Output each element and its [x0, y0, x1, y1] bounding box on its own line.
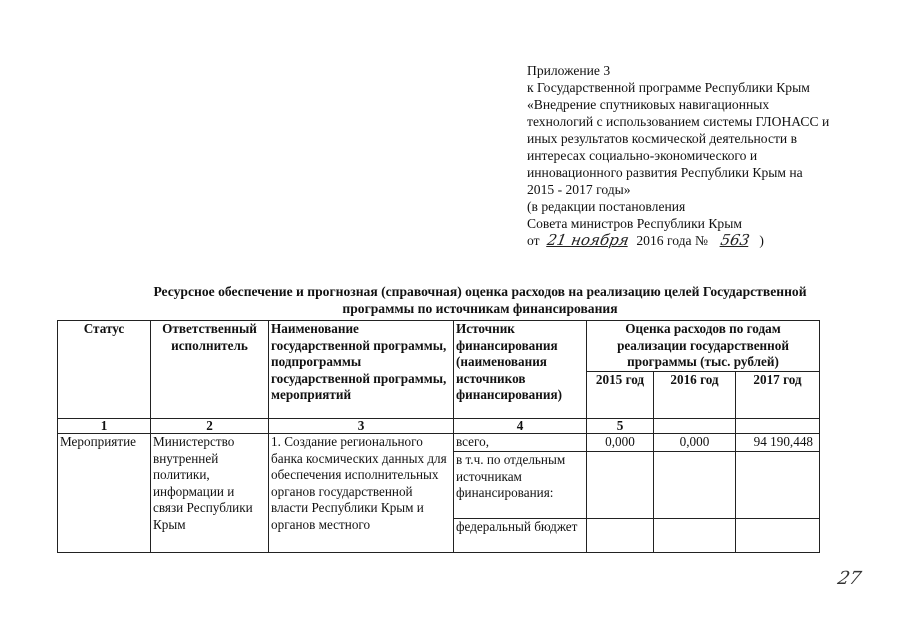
column-number: 1 — [58, 419, 151, 434]
value-2015 — [587, 452, 654, 519]
appendix-line: инновационного развития Республики Крым на — [527, 165, 803, 180]
table-row — [58, 434, 820, 452]
row-executor: Министерство внутренней политики, информации и связи Республики Крым — [151, 434, 269, 553]
handwritten-decree-number: 563 — [719, 231, 752, 249]
header-funding-source: Источник финансирования (наименования источников финансирования) — [454, 321, 587, 419]
row-program-name: 1. Создание регионального банка космических данных для обеспечения исполнительных органов государственной власти Республики Крым и органов местного — [269, 434, 454, 553]
document-title — [100, 283, 860, 317]
header-year-2015: 2015 год — [587, 372, 654, 419]
resource-table — [57, 320, 820, 553]
column-number-row — [58, 419, 820, 434]
appendix-line: Совета министров Республики Крым — [527, 216, 742, 231]
header-row — [58, 321, 820, 372]
header-status: Статус — [58, 321, 151, 419]
appendix-line: 2015 - 2017 годы» — [527, 182, 631, 197]
header-executor: Ответственный исполнитель — [151, 321, 269, 419]
column-number: 4 — [454, 419, 587, 434]
column-number: 5 — [587, 419, 654, 434]
appendix-line: (в редакции постановления — [527, 199, 686, 214]
column-number-empty — [736, 419, 820, 434]
appendix-line: «Внедрение спутниковых навигационных — [527, 97, 770, 112]
value-2017: 94 190,448 — [736, 434, 820, 452]
appendix-block — [527, 62, 872, 249]
appendix-line: иных результатов космической деятельности в — [527, 131, 798, 146]
column-number: 3 — [269, 419, 454, 434]
value-2016 — [654, 452, 736, 519]
value-2016: 0,000 — [654, 434, 736, 452]
appendix-line: технологий с использованием системы ГЛОНАСС и — [527, 114, 830, 129]
appendix-line: Приложение 3 — [527, 63, 611, 78]
date-prefix: от — [527, 233, 540, 248]
date-middle: 2016 года № — [636, 233, 708, 248]
header-year-2016: 2016 год — [654, 372, 736, 419]
date-suffix: ) — [759, 233, 764, 248]
value-2017 — [736, 519, 820, 553]
value-2015 — [587, 519, 654, 553]
column-number: 2 — [151, 419, 269, 434]
source-federal-label: федеральный бюджет — [454, 519, 587, 553]
value-2016 — [654, 519, 736, 553]
appendix-line: к Государственной программе Республики Крым — [527, 80, 810, 95]
title-line-1: Ресурсное обеспечение и прогнозная (справочная) оценка расходов на реализацию целей Государственной — [153, 284, 807, 299]
column-number-empty — [654, 419, 736, 434]
value-2017 — [736, 452, 820, 519]
value-2015: 0,000 — [587, 434, 654, 452]
handwritten-date: 21 ноября — [545, 231, 631, 249]
row-status: Мероприятие — [58, 434, 151, 553]
header-year-2017: 2017 год — [736, 372, 820, 419]
header-estimate: Оценка расходов по годам реализации государственной программы (тыс. рублей) — [587, 321, 820, 372]
title-line-2: программы по источникам финансирования — [342, 301, 618, 316]
handwritten-page-number: 27 — [835, 568, 864, 589]
source-total-label: всего, — [454, 434, 587, 452]
source-breakdown-label: в т.ч. по отдельным источникам финансирования: — [454, 452, 587, 519]
header-program-name: Наименование государственной программы, подпрограммы государственной программы, мероприятий — [269, 321, 454, 419]
appendix-line: интересах социально-экономического и — [527, 148, 758, 163]
decree-date-line — [527, 232, 872, 249]
